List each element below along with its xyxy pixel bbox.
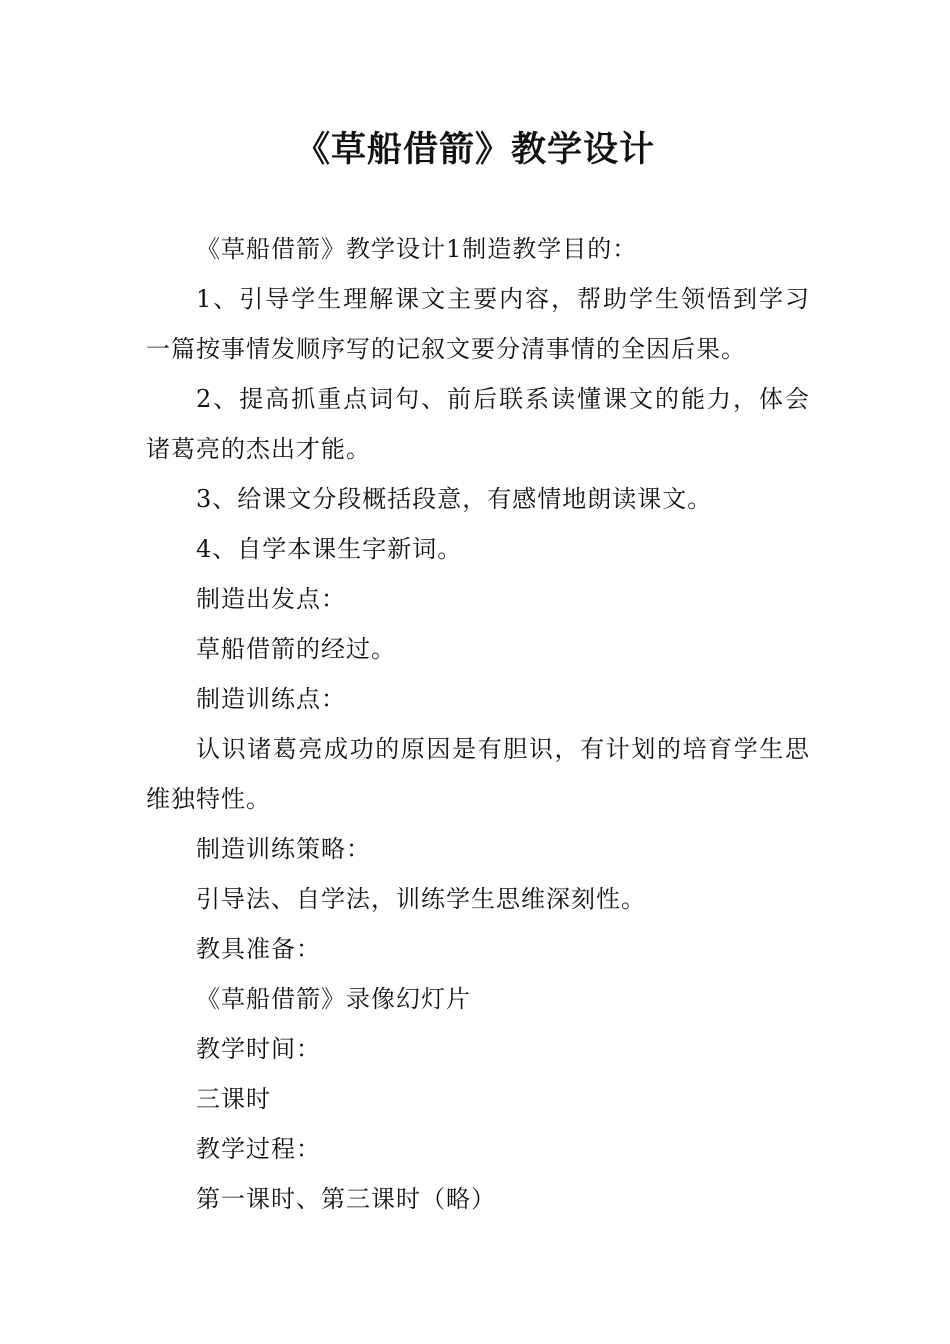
paragraph-teaching-time-heading: 教学时间： xyxy=(196,1035,321,1063)
paragraph-teaching-time: 三课时 xyxy=(196,1085,271,1113)
document-body xyxy=(146,224,810,1224)
paragraph-teaching-process: 第一课时、第三课时（略） xyxy=(196,1185,496,1213)
paragraph-objective-4: 4、自学本课生字新词。 xyxy=(196,535,463,563)
paragraph-starting-point: 草船借箭的经过。 xyxy=(196,635,396,663)
paragraph-objective-1: 1、引导学生理解课文主要内容，帮助学生领悟到学习一篇按事情发顺序写的记叙文要分清事情的全因后果。 xyxy=(146,285,810,363)
paragraph-training-strategy: 引导法、自学法，训练学生思维深刻性。 xyxy=(196,885,646,913)
paragraph-materials-heading: 教具准备： xyxy=(196,935,321,963)
paragraph-intro-objectives: 《草船借箭》教学设计1制造教学目的： xyxy=(196,235,638,263)
paragraph-teaching-process-heading: 教学过程： xyxy=(196,1135,321,1163)
document-title: 《草船借箭》教学设计 xyxy=(294,130,655,170)
paragraph-objective-3: 3、给课文分段概括段意，有感情地朗读课文。 xyxy=(196,485,713,513)
paragraph-training-point-heading: 制造训练点： xyxy=(196,685,346,713)
paragraph-training-strategy-heading: 制造训练策略： xyxy=(196,835,371,863)
paragraph-objective-2: 2、提高抓重点词句、前后联系读懂课文的能力，体会诸葛亮的杰出才能。 xyxy=(146,385,810,463)
paragraph-materials: 《草船借箭》录像幻灯片 xyxy=(196,985,471,1013)
paragraph-training-point: 认识诸葛亮成功的原因是有胆识，有计划的培育学生思维独特性。 xyxy=(146,735,810,813)
paragraph-starting-point-heading: 制造出发点： xyxy=(196,585,346,613)
